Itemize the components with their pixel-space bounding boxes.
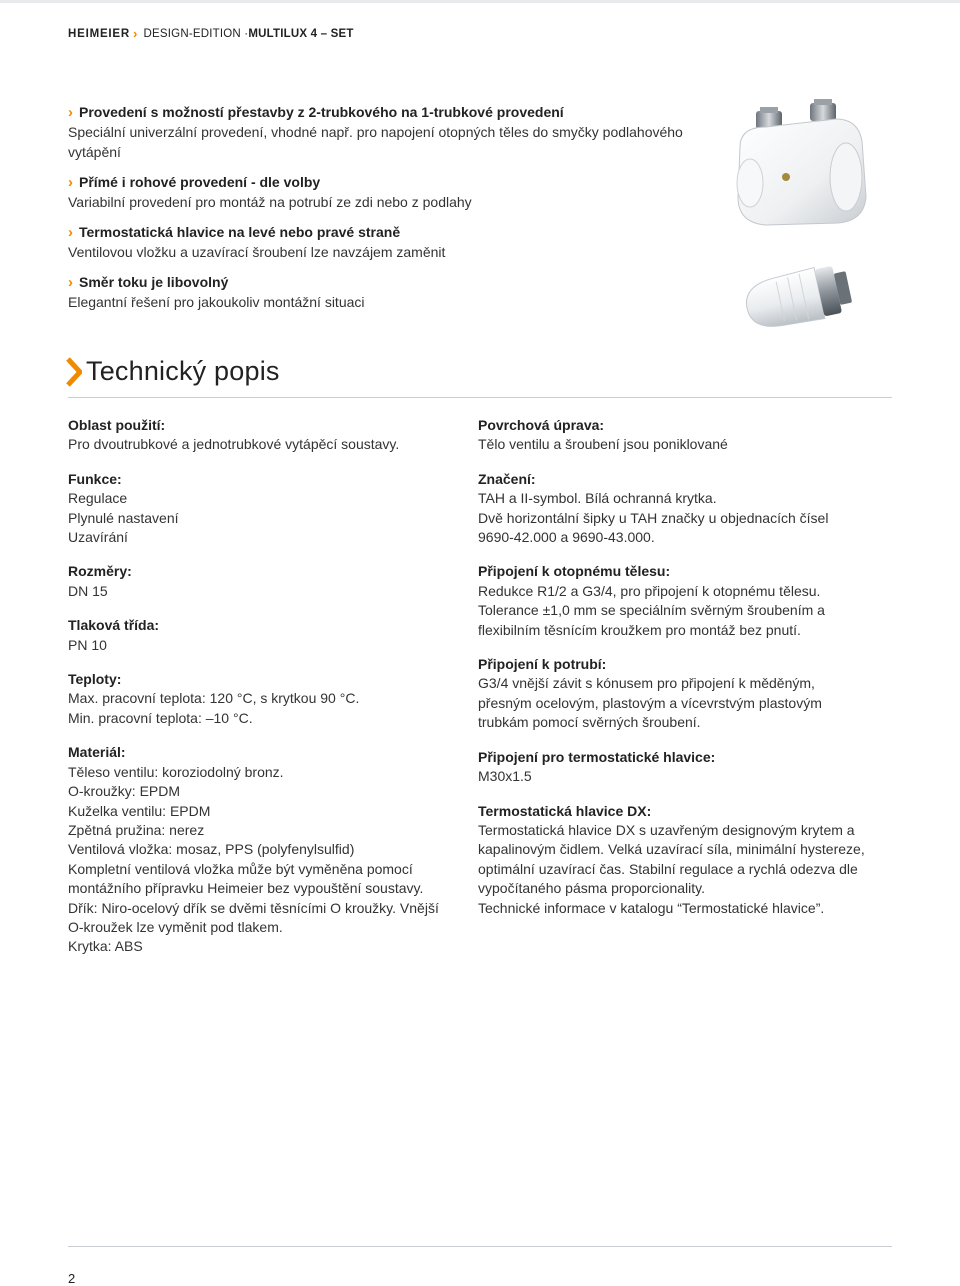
feature-title <box>68 173 708 191</box>
spec-label: Teploty: <box>68 671 122 688</box>
product-name: MULTILUX 4 – SET <box>248 27 354 40</box>
spec-line: Regulace <box>68 490 128 507</box>
spec-line: Max. pracovní teplota: 120 °C, s krytkou 90 °C. <box>68 690 360 707</box>
spec-column-left <box>68 416 468 972</box>
feature-item <box>68 223 708 262</box>
spec-block <box>68 670 468 728</box>
chevron-right-icon: › <box>68 273 73 291</box>
top-rule <box>0 0 960 3</box>
spec-block <box>68 470 468 548</box>
chevron-right-icon: › <box>68 173 73 191</box>
feature-title-text: Směr toku je libovolný <box>79 274 229 290</box>
section-title: Technický popis <box>86 356 280 386</box>
thermostatic-head-image <box>736 248 858 338</box>
feature-item <box>68 273 708 312</box>
section-heading <box>66 356 280 387</box>
spec-line: kapalinovým čidlem. Velká uzavírací síla, minimální hystereze, <box>478 841 865 858</box>
feature-title-text: Provedení s možností přestavby z 2-trubkového na 1-trubkové provedení <box>79 104 564 120</box>
spec-line: Kuželka ventilu: EPDM <box>68 802 211 819</box>
spec-label: Termostatická hlavice DX: <box>478 802 652 819</box>
chevron-right-icon <box>66 357 82 387</box>
feature-description: Variabilní provedení pro montáž na potrubí ze zdi nebo z podlahy <box>68 194 472 210</box>
spec-label: Funkce: <box>68 470 122 487</box>
spec-line: Termostatická hlavice DX s uzavřeným designovým krytem a <box>478 821 855 838</box>
feature-description: Ventilovou vložku a uzavírací šroubení lze navzájem zaměnit <box>68 244 446 260</box>
spec-line: O-kroužky: EPDM <box>68 783 181 800</box>
spec-line: DN 15 <box>68 582 108 599</box>
chevron-right-icon: › <box>133 26 138 41</box>
spec-line: PN 10 <box>68 636 107 653</box>
feature-list <box>68 103 708 323</box>
spec-label: Připojení k otopnému tělesu: <box>478 563 671 580</box>
spec-block <box>478 470 878 548</box>
feature-description: Speciální univerzální provedení, vhodné např. pro napojení otopných těles do smyčky podlahového vytápění <box>68 124 683 160</box>
spec-block <box>68 562 468 601</box>
spec-line: Dřík: Niro-ocelový dřík se dvěmi těsnícími O kroužky. Vnější <box>68 899 439 916</box>
spec-line: montážního přípravku Heimeier bez vypouštění soustavy. <box>68 880 424 897</box>
spec-line: trubkám pomocí svěrných šroubení. <box>478 714 701 731</box>
spec-label: Povrchová úprava: <box>478 417 605 433</box>
brand-name: HEIMEIER <box>68 27 130 40</box>
spec-line: G3/4 vnější závit s kónusem pro připojení k měděným, <box>478 675 815 692</box>
feature-description: Elegantní řešení pro jakoukoliv montážní situaci <box>68 294 365 310</box>
spec-line: TAH a II-symbol. Bílá ochranná krytka. <box>478 490 717 507</box>
feature-title <box>68 273 708 291</box>
spec-block <box>68 616 468 655</box>
spec-block <box>478 748 878 787</box>
spec-line: 9690-42.000 a 9690-43.000. <box>478 529 655 546</box>
spec-label: Připojení pro termostatické hlavice: <box>478 748 716 765</box>
spec-line: vypočítaného pásma proporcionality. <box>478 880 705 897</box>
spec-block <box>68 416 468 455</box>
spec-block <box>68 743 468 956</box>
chevron-right-icon: › <box>68 103 73 121</box>
spec-line: Zpětná pružina: nerez <box>68 821 205 838</box>
page-header <box>68 27 354 40</box>
edition-label: DESIGN-EDITION · <box>143 27 249 40</box>
spec-block <box>478 655 878 733</box>
spec-label: Oblast použití: <box>68 417 166 433</box>
spec-line: přesným ocelovým, plastovým a vícevrstvým plastovým <box>478 694 822 711</box>
spec-line: Dvě horizontální šipky u TAH značky u objednacích čísel <box>478 509 829 526</box>
valve-body-image <box>726 97 876 237</box>
spec-line: Tolerance ±1,0 mm se speciálním svěrným šroubením a <box>478 602 825 619</box>
spec-block <box>478 802 878 918</box>
spec-line: O-kroužek lze vyměnit pod tlakem. <box>68 918 283 935</box>
spec-line: Tělo ventilu a šroubení jsou poniklované <box>478 436 728 453</box>
spec-line: Redukce R1/2 a G3/4, pro připojení k otopnému tělesu. <box>478 582 821 599</box>
spec-label: Rozměry: <box>68 563 132 580</box>
spec-label: Připojení k potrubí: <box>478 656 607 673</box>
spec-block <box>478 416 878 455</box>
spec-line: Technické informace v katalogu “Termostatické hlavice”. <box>478 899 825 916</box>
feature-title <box>68 223 708 241</box>
spec-label: Tlaková třída: <box>68 617 160 634</box>
spec-line: Ventilová vložka: mosaz, PPS (polyfenylsulfid) <box>68 841 355 858</box>
spec-line: optimální uzavírací čas. Stabilní regulace a rychlá odezva dle <box>478 860 858 877</box>
feature-item <box>68 103 708 162</box>
feature-title-text: Přímé i rohové provedení - dle volby <box>79 174 321 190</box>
spec-line: Min. pracovní teplota: –10 °C. <box>68 709 253 726</box>
spec-label: Značení: <box>478 470 536 487</box>
section-divider <box>68 397 892 398</box>
spec-line: flexibilním těsnícím kroužkem pro montáž bez pnutí. <box>478 621 801 638</box>
spec-block <box>478 562 878 640</box>
spec-label: Materiál: <box>68 744 126 761</box>
footer-divider <box>68 1246 892 1247</box>
spec-line: Uzavírání <box>68 529 128 546</box>
spec-line: Pro dvoutrubkové a jednotrubkové vytápěcí soustavy. <box>68 436 400 453</box>
feature-item <box>68 173 708 212</box>
chevron-right-icon: › <box>68 223 73 241</box>
spec-line: M30x1.5 <box>478 768 532 785</box>
spec-line: Těleso ventilu: koroziodolný bronz. <box>68 763 284 780</box>
spec-line: Plynulé nastavení <box>68 509 179 526</box>
page-number: 2 <box>68 1271 76 1286</box>
spec-line: Kompletní ventilová vložka může být vyměněna pomocí <box>68 860 413 877</box>
spec-line: Krytka: ABS <box>68 938 143 955</box>
spec-column-right <box>478 416 878 933</box>
feature-title-text: Termostatická hlavice na levé nebo pravé straně <box>79 224 401 240</box>
feature-title <box>68 103 708 121</box>
